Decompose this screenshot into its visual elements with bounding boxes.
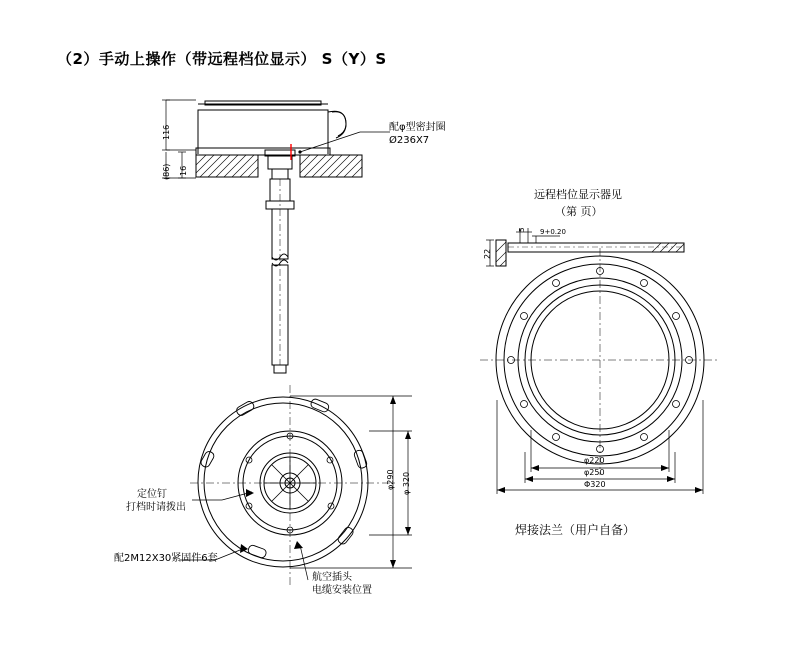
- flange-caption: 焊接法兰（用户自备）: [515, 523, 636, 537]
- dim-d320: Φ320: [584, 480, 606, 489]
- page-title: （2）手动上操作（带远程档位显示） S（Y）S: [57, 50, 387, 68]
- dim-height-86: (86): [162, 163, 171, 180]
- dim-d220: φ220: [584, 456, 605, 465]
- remote-display-note-line2: （第 页）: [555, 205, 603, 218]
- seal-ring-label: 配φ型密封圈: [389, 122, 446, 133]
- dim-d290: φ290: [386, 469, 395, 490]
- dim-small-5: 5: [518, 227, 526, 232]
- seal-ring-spec: Ø236X7: [389, 135, 430, 146]
- dim-hole-9: 9+0.20: [540, 228, 566, 236]
- dim-d320: φ 320: [402, 471, 411, 495]
- remote-display-note-line1: 远程档位显示器见: [534, 188, 622, 201]
- callout-connector-line2: 电缆安装位置: [312, 585, 372, 596]
- dim-height-16: 16: [179, 165, 188, 176]
- dim-d250: φ250: [584, 468, 605, 477]
- callout-bolts: 配2M12X30紧固件6套: [114, 553, 218, 564]
- callout-pin-line1: 定位钉: [137, 489, 167, 500]
- callout-pin-line2: 打档时请拨出: [126, 502, 186, 513]
- callout-connector-line1: 航空插头: [312, 572, 352, 583]
- dim-height-116: 116: [162, 124, 171, 140]
- dim-thickness-22: 22: [483, 248, 492, 259]
